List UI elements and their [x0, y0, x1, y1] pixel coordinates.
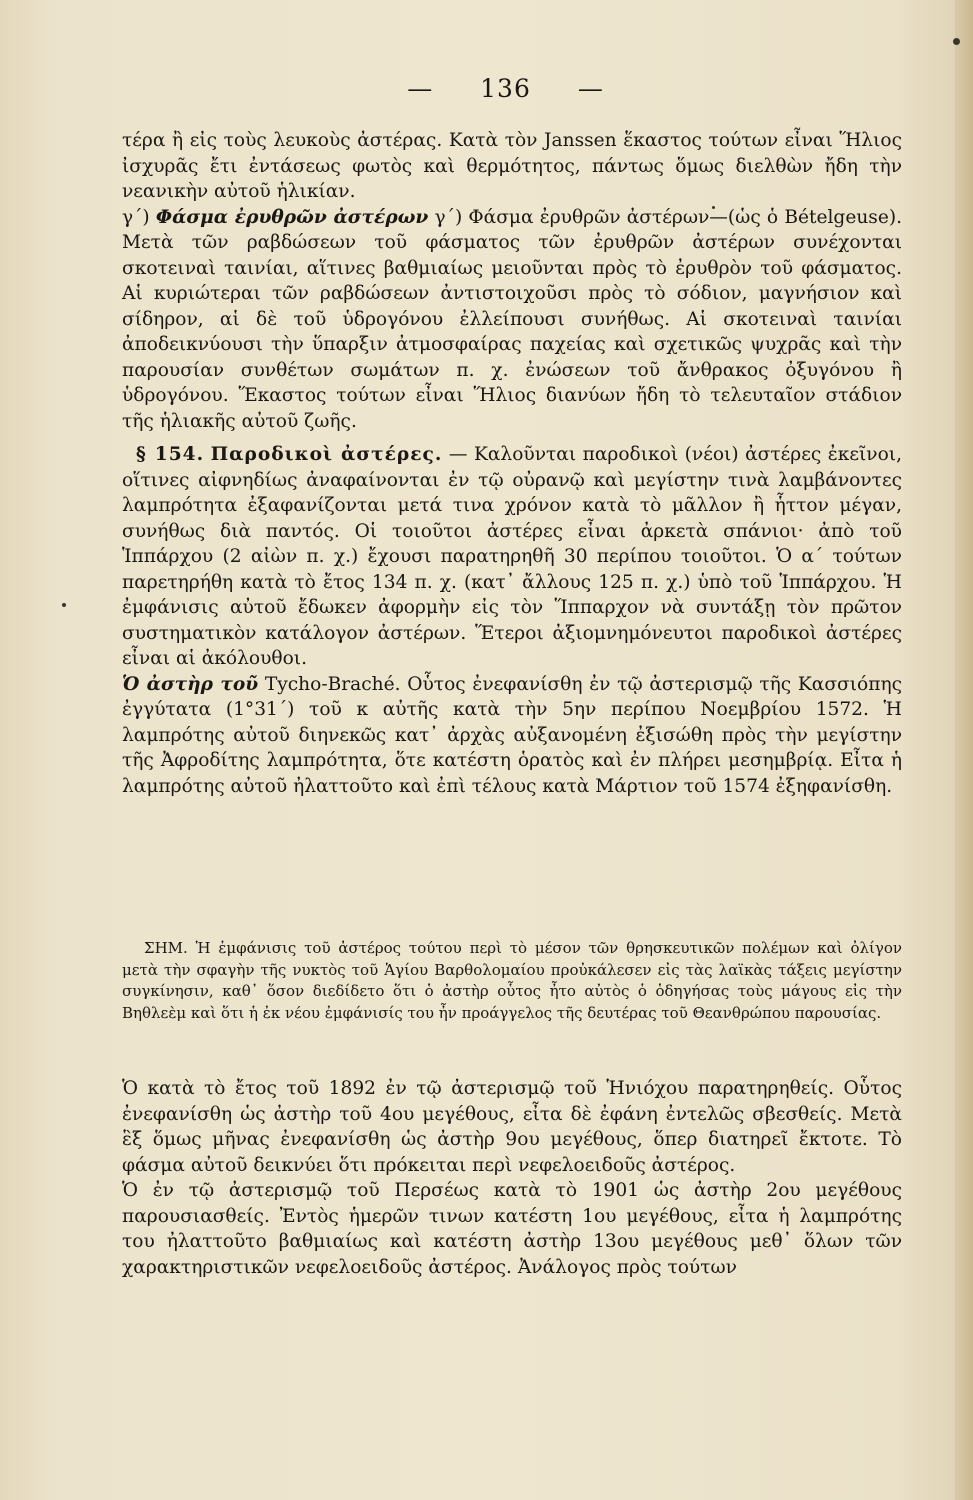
ink-spot	[953, 38, 960, 45]
tycho-label: Ὁ ἀστὴρ τοῦ	[122, 673, 259, 695]
section-body: — Καλοῦνται παροδικοὶ (νέοι) ἀστέρες ἐκεῖνοι, οἵτινες αἰφνηδίως ἀναφαίνονται ἐν τῷ οὐρανῷ καὶ μεγίστην τινὰ λαμβάνοντες λαμπρότητα ἐξαφανίζονται μετά τινα χρόνον κατὰ τὸ μᾶλλον ἢ ἧττον μέγαν, συνήθως διὰ παντός. Οἱ τοιοῦτοι ἀστέρες εἶναι ἀρκετὰ σπάνιοι· ἀπὸ τοῦ Ἱππάρχου (2 αἰὼν π. χ.) ἔχουσι παρατηρηθῆ 30 περίπου τοιοῦτοι. Ὁ α΄ τούτων παρετηρήθη κατὰ τὸ ἔτος 134 π. χ. (κατ᾽ ἄλλους 125 π. χ.) ὑπὸ τοῦ Ἱππάρχου. Ἡ ἐμφάνισις αὐτοῦ ἔδωκεν ἀφορμὴν εἰς τὸν Ἵππαρχον νὰ συντάξῃ τὸν πρῶτον συστηματικὸν κατάλογον ἀστέρων. Ἕτεροι ἀξιομνημόνευτοι παροδικοὶ ἀστέρες εἶναι αἱ ἀκόλουθοι.	[122, 444, 902, 669]
paragraph-1: τέρα ἢ εἰς τοὺς λευκοὺς ἀστέρας. Κατὰ τὸν Janssen ἕκαστος τούτων εἶναι Ἥλιος ἰσχυρᾶς ἔτι ἐντάσεως φωτὸς καὶ θερμότητος, πάντως ὅμως διελθὼν ἤδη τὴν νεανικὴν αὐτοῦ ἡλικίαν.	[122, 130, 902, 202]
main-text	[122, 128, 902, 799]
header-dash-left: —	[407, 74, 434, 103]
section-paragraph	[122, 442, 902, 672]
section-title: Παροδικοὶ ἀστέρες.	[210, 444, 443, 465]
section-number: § 154.	[136, 444, 205, 465]
ink-spot	[62, 603, 66, 607]
spectrum-body: γ΄) Φάσμα ἐρυθρῶν ἀστέρων—(ὡς ὁ Bételgeuse). Μετὰ τῶν ραβδώσεων τοῦ φάσματος τῶν ἐρυθρῶν ἀστέρων συνέχονται σκοτειναὶ ταινίαι, αἵτινες βαθμιαίως μειοῦνται πρὸς τὸ ἐρυθρὸν τοῦ φάσματος. Αἱ κυριώτεραι τῶν ραβδώσεων ἀντιστοιχοῦσι πρὸς τὸ σόδιον, μαγνήσιον καὶ σίδηρον, αἱ δὲ τοῦ ὑδρογόνου ἐλλείπουσι συνήθως. Αἱ σκοτειναὶ ταινίαι ἀποδεικνύουσι τὴν ὕπαρξιν ἀτμοσφαίρας παχείας καὶ σχετικῶς ψυχρᾶς καὶ τὴν παρουσίαν συνθέτων σωμάτων π. χ. ἐνώσεων τοῦ ἄνθρακος ὀξυγόνου ἢ ὑδρογόνου. Ἕκαστος τούτων εἶναι Ἥλιος διανύων ἤδη τὸ τελευταῖον στάδιον τῆς ἡλιακῆς αὐτοῦ ζωῆς.	[122, 206, 903, 432]
tycho-paragraph	[122, 672, 902, 800]
note-label: ΣΗΜ.	[144, 939, 188, 957]
page-number: 136	[480, 74, 531, 103]
lower-text	[122, 1076, 902, 1280]
paragraph-auriga: Ὁ κατὰ τὸ ἔτος τοῦ 1892 ἐν τῷ ἀστερισμῷ τοῦ Ἡνιόχου παρατηρηθείς. Οὗτος ἐνεφανίσθη ὡς ἀστὴρ τοῦ 4ου μεγέθους, εἶτα δὲ ἐφάνη ἐντελῶς σβεσθείς. Μετὰ ἓξ ὅμως μῆνας ἐνεφανίσθη ὡς ἀστὴρ 9ου μεγέθους, ὅπερ διατηρεῖ ἔκτοτε. Τὸ φάσμα αὐτοῦ δεικνύει ὅτι πρόκειται περὶ νεφελοειδοῦς ἀστέρος.	[122, 1078, 902, 1176]
paragraph-perseus: Ὁ ἐν τῷ ἀστερισμῷ τοῦ Περσέως κατὰ τὸ 1901 ὡς ἀστὴρ 2ου μεγέθους παρουσιασθείς. Ἐντὸς ἡμερῶν τινων κατέστη 1ου μεγέθους, εἶτα ἡ λαμπρότης του ἠλαττοῦτο βαθμιαίως καὶ κατέστη ἀστὴρ 13ου μεγέθους μεθ᾽ ὅλων τῶν χαρακτηριστικῶν νεφελοειδοῦς ἀστέρος. Ἀνάλογος πρὸς τούτων	[122, 1180, 902, 1278]
note-text: Ἡ ἐμφάνισις τοῦ ἀστέρος τούτου περὶ τὸ μέσον τῶν θρησκευτικῶν πολέμων καὶ ὀλίγον μετὰ τὴν σφαγὴν τῆς νυκτὸς τοῦ Ἁγίου Βαρθολομαίου προὐκάλεσεν εἰς τὰς λαϊκὰς τάξεις μεγίστην συγκίνησιν, καθ᾽ ὅσον διεδίδετο ὅτι ὁ ἀστὴρ οὗτος ἦτο αὐτὸς ὁ ὁδηγήσας τοὺς μάγους εἰς τὴν Βηθλεὲμ καὶ ὅτι ἡ ἐκ νέου ἐμφάνισίς του ἦν προάγγελος τῆς δευτέρας τοῦ Θεανθρώπου παρουσίας.	[122, 939, 902, 1022]
tycho-body: Τycho-Braché. Οὗτος ἐνεφανίσθη ἐν τῷ ἀστερισμῷ τῆς Κασσιόπης ἐγγύτατα (1°31΄) τοῦ κ αὐτῆς κατὰ τὴν 5ην περίπου Νοεμβρίου 1572. Ἡ λαμπρότης αὐτοῦ διηνεκῶς κατ᾽ ἀρχὰς αὐξανομένη ἐξισώθη πρὸς τὴν μεγίστην τῆς Ἀφροδίτης λαμπρότητα, ὅτε κατέστη ὁρατὸς καὶ ἐν πλήρει μεσημβρίᾳ. Εἶτα ἡ λαμπρότης αὐτοῦ ἠλαττοῦτο καὶ ἐπὶ τέλους κατὰ Μάρτιον τοῦ 1574 ἐξηφανίσθη.	[122, 673, 902, 797]
paragraph-2	[122, 205, 902, 435]
footnote	[122, 938, 902, 1024]
page-edge	[955, 0, 973, 1500]
header-dash-right: —	[577, 74, 604, 103]
spectrum-title: Φάσμα ἐρυθρῶν ἀστέρων	[155, 206, 429, 228]
page-header	[0, 74, 973, 103]
spectrum-label: γ΄)	[122, 206, 150, 228]
